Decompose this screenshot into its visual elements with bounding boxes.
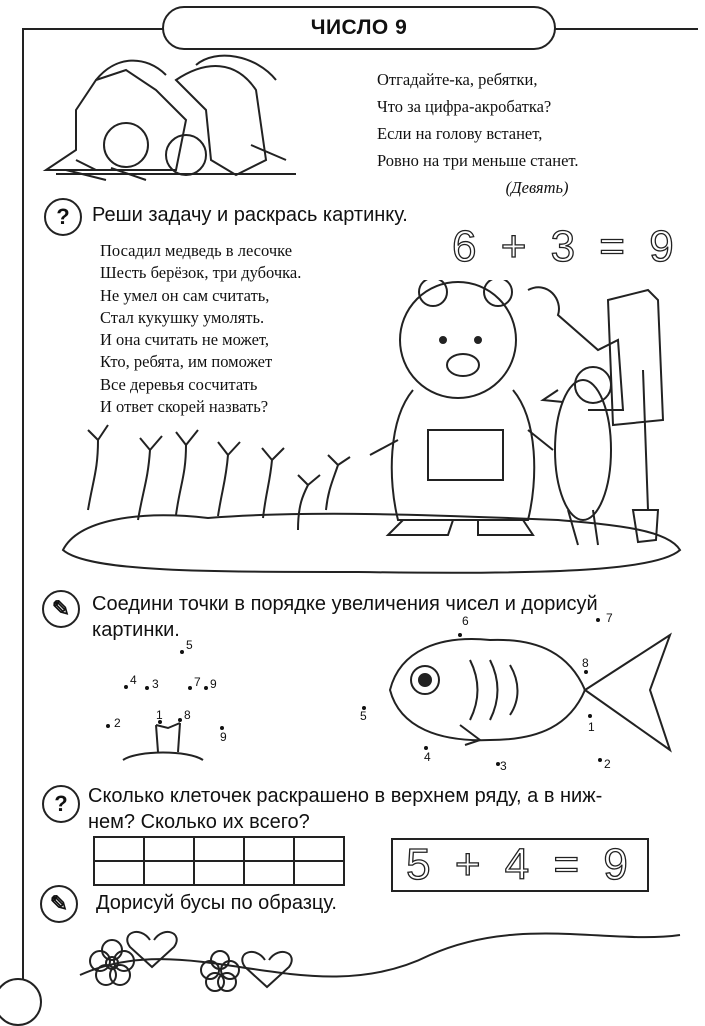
- riddle-line: Ровно на три меньше станет.: [377, 151, 579, 170]
- task3-line: Сколько клеточек раскрашено в верхнем ряду, а в ниж-: [88, 785, 603, 807]
- riddle-poem: [377, 66, 579, 201]
- page-title: ЧИСЛО 9: [162, 6, 556, 50]
- dot-label: 9: [220, 730, 227, 744]
- cell[interactable]: [244, 861, 294, 885]
- dot-label: 1: [156, 708, 163, 722]
- poem-line: И ответ скорей назвать?: [100, 397, 269, 417]
- cell[interactable]: [194, 837, 244, 861]
- cell[interactable]: [244, 837, 294, 861]
- poem-line: Посадил медведь в лесочке: [100, 241, 293, 260]
- page-number-circle: [0, 978, 42, 1026]
- dot-label: 4: [424, 750, 431, 764]
- poem-line: Не умел он сам считать,: [100, 285, 270, 305]
- page-frame-left: [22, 28, 24, 988]
- cell[interactable]: [294, 837, 344, 861]
- dot-label: 7: [194, 675, 201, 689]
- riddle-line: Отгадайте-ка, ребятки,: [377, 70, 538, 89]
- acrobat-kids-illustration: [36, 50, 306, 185]
- dot: [124, 685, 128, 689]
- poem-line: Все деревья сосчитать: [100, 374, 258, 394]
- cell[interactable]: [194, 861, 244, 885]
- dot: [204, 686, 208, 690]
- dot-label: 8: [184, 708, 191, 722]
- task3-equation-box: [391, 838, 649, 892]
- riddle-line: Если на голову встанет,: [377, 124, 543, 143]
- bear-and-cuckoo-illustration: [58, 280, 688, 580]
- beads-pattern: [70, 915, 690, 1015]
- task3-equation: 5 + 4 = 9: [406, 840, 634, 889]
- riddle-line: Что за цифра-акробатка?: [377, 97, 552, 116]
- cell[interactable]: [294, 861, 344, 885]
- dot-label: 1: [588, 720, 595, 734]
- dot-label: 2: [114, 716, 121, 730]
- fish-dot-puzzle: [350, 610, 680, 780]
- task4-instruction: Дорисуй бусы по образцу.: [96, 892, 337, 914]
- task1-instruction: Реши задачу и раскрась картинку.: [92, 204, 408, 226]
- dot-label: 4: [130, 673, 137, 687]
- dot-label: 7: [606, 611, 613, 625]
- task1-equation: 6 + 3 = 9: [452, 222, 680, 271]
- poem-line: Стал кукушку умолять.: [100, 307, 265, 327]
- flower-stump-drawing: [118, 720, 208, 765]
- dot: [180, 650, 184, 654]
- dot-label: 9: [210, 677, 217, 691]
- dot-label: 6: [462, 614, 469, 628]
- task2-line: Соедини точки в порядке увеличения чисел и дорисуй: [92, 593, 598, 615]
- dot-label: 5: [186, 638, 193, 652]
- task2-line: картинки.: [92, 619, 180, 641]
- poem-line: И она считать не может,: [100, 330, 270, 350]
- riddle-answer: (Девять): [505, 178, 569, 197]
- cell[interactable]: [94, 837, 144, 861]
- question-icon: ?: [42, 785, 80, 823]
- cell[interactable]: [144, 837, 194, 861]
- cell[interactable]: [94, 861, 144, 885]
- task3-line: нем? Сколько их всего?: [88, 811, 310, 833]
- cells-grid: [93, 836, 345, 886]
- dot-label: 5: [360, 709, 367, 723]
- dot-label: 8: [582, 656, 589, 670]
- dot: [145, 686, 149, 690]
- task3-instruction: [88, 783, 602, 835]
- dot: [188, 686, 192, 690]
- flower-dot-puzzle: [100, 630, 260, 780]
- dot-label: 3: [500, 759, 507, 773]
- pencil-icon: ✎: [40, 885, 78, 923]
- pencil-icon: ✎: [42, 590, 80, 628]
- cell[interactable]: [144, 861, 194, 885]
- dot: [106, 724, 110, 728]
- dot-label: 2: [604, 757, 611, 771]
- poem-line: Кто, ребята, им поможет: [100, 352, 273, 372]
- dot-label: 3: [152, 677, 159, 691]
- question-icon: ?: [44, 198, 82, 236]
- poem-line: Шесть берёзок, три дубочка.: [100, 263, 302, 283]
